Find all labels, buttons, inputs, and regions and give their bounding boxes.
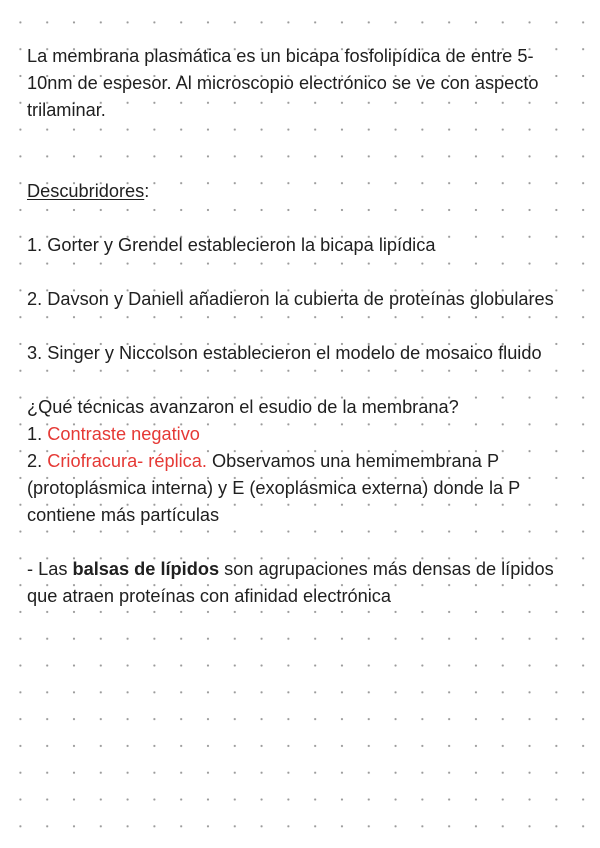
discoverers-heading-colon: :	[144, 181, 150, 201]
note-content	[27, 43, 575, 610]
intro-paragraph: La membrana plasmática es un bicapa fosfolipídica de entre 5-10nm de espesor. Al microscopio electrónico se ve con aspecto trilaminar.	[27, 46, 539, 120]
technique-item-2	[27, 448, 575, 529]
rafts-bold-term: balsas de lípidos	[72, 559, 220, 579]
discoverer-item-1: 1. Gorter y Grendel establecieron la bicapa lipídica	[27, 235, 436, 255]
discoverer-item-3: 3. Singer y Niccolson establecieron el modelo de mosaico fluido	[27, 343, 542, 363]
rafts-text: son agrupaciones más densas de lípidos que atraen proteínas con afinidad electrónica	[27, 559, 554, 606]
technique-1-highlight: Contraste negativo	[47, 424, 200, 444]
discoverer-item-2: 2. Davson y Daniell añadieron la cubierta de proteínas globulares	[27, 289, 554, 309]
discoverers-heading	[27, 178, 575, 205]
technique-1-number: 1.	[27, 424, 48, 444]
lipid-rafts-paragraph	[27, 556, 575, 610]
techniques-question: ¿Qué técnicas avanzaron el esudio de la membrana?	[27, 397, 459, 417]
technique-2-text: Observamos una hemimembrana P (protoplásmica interna) y E (exoplásmica externa) donde la P contiene más partículas	[27, 451, 520, 525]
technique-2-highlight: Criofracura- réplica.	[47, 451, 207, 471]
discoverers-heading-text: Descubridores	[27, 181, 145, 201]
technique-2-number: 2.	[27, 451, 48, 471]
technique-item-1	[27, 421, 575, 448]
rafts-prefix: - Las	[27, 559, 73, 579]
